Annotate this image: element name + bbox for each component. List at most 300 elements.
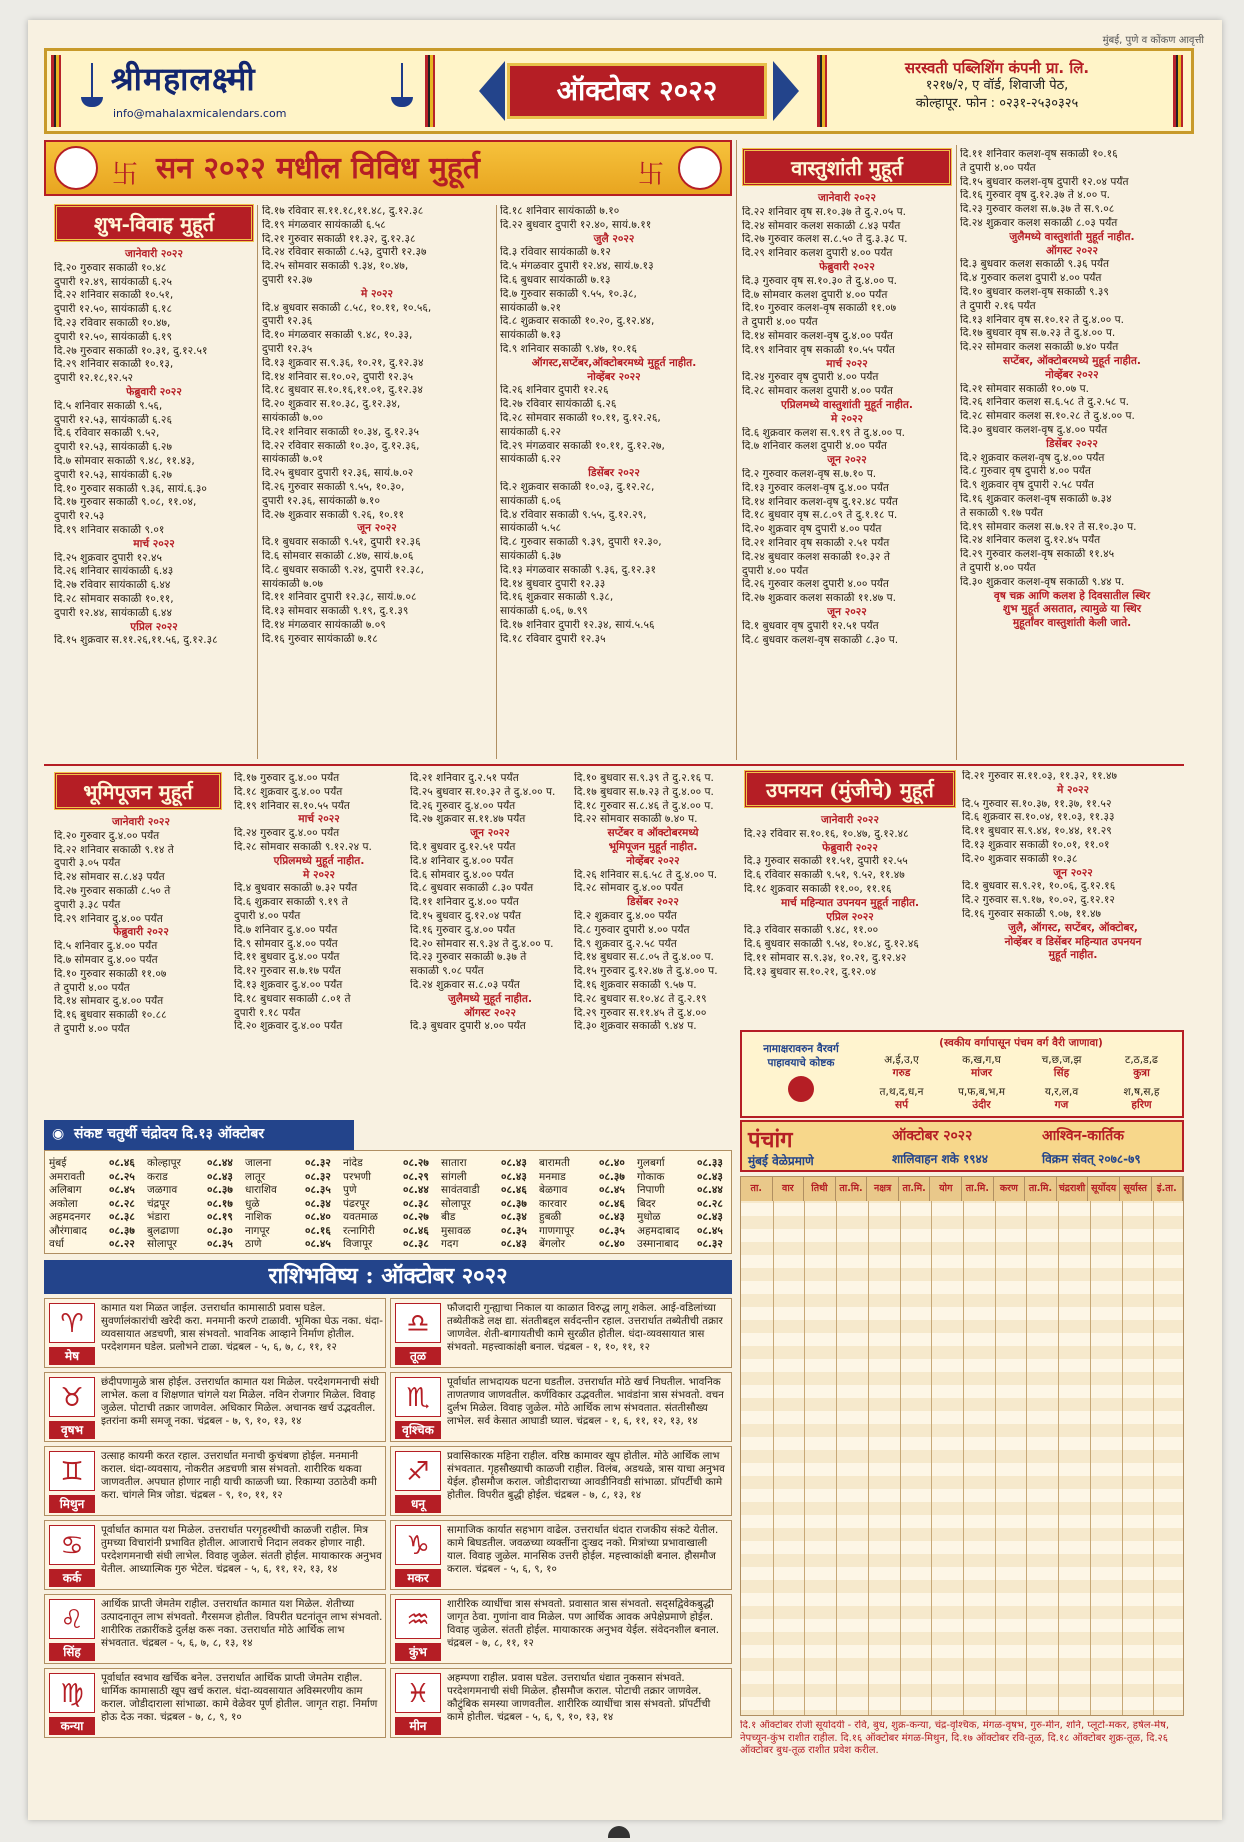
moonrise-city: गोकाक ०८.४३	[637, 1170, 723, 1183]
muhurt-line: दि.१५ बुधवार दु.१२.०४ पर्यंत	[410, 909, 521, 922]
muhurt-line: दुपारी ४.०० पर्यंत	[234, 909, 301, 922]
muhurt-line: दि.११ शनिवार कलश-वृष सकाळी १०.१६	[960, 148, 1118, 160]
panchang-column-header: योग	[930, 1177, 962, 1201]
muhurt-line: दि.८ गुरुवार दुपारी ४.०० पर्यंत	[574, 923, 690, 936]
panchang-hindu-month: आश्विन-कार्तिक	[1042, 1128, 1124, 1144]
muhurt-line: दि.१८ बुधवार स.१०.१६,११.०१, दु.१२.३४	[262, 384, 423, 397]
moonrise-city: नांदेड ०८.२७	[343, 1157, 429, 1169]
muhurt-line: दि.२४ रविवार सकाळी ८.५३, दुपारी १२.३७	[262, 246, 427, 259]
logo-text: श्रीमहालक्ष्मी	[111, 60, 256, 98]
muhurt-line: दि.२२ सोमवार कलश सकाळी ७.४० पर्यंत	[960, 341, 1119, 354]
rashi-prediction: सामाजिक कार्यात सहभाग वाढेल. उत्तरार्धात धंदात राजकीय संकटे येतील. कामे बिघडतील. जवळच्या व्यक्तींना दुःखद नको. मित्रांच्या प्रभावाखाली याल. विवाह जुळेल. मानसिक उत्तरी होईल. महत्त्वाकांक्षी बनाल. हौसमौज कराल. चंद्रबल - ५, ६, ९, १०	[447, 1524, 719, 1575]
rashi-name: मीन	[395, 1717, 441, 1735]
muhurt-line: दि.२३ गुरुवार कलश स.७.३७ ते स.९.०८	[960, 203, 1115, 216]
swastik-icon: 卐	[112, 160, 139, 190]
muhurt-line: दि.८ बुधवार सकाळी ८.३० पर्यंत	[410, 882, 534, 895]
muhurt-line: दि.१३ मंगळवार सकाळी ९.३६, दु.१२.३१	[500, 563, 657, 576]
muhurt-line: दि.१० बुधवार स.९.३९ ते दु.२.१६ प.	[574, 772, 714, 784]
muhurt-line: दि.३० बुधवार कलश-वृष दु.४.०० पर्यंत	[960, 423, 1108, 436]
muhurt-line: दि.२२ सोमवार सकाळी ७.४० प.	[574, 813, 698, 826]
muhurt-line: दि.२२ शनिवार वृष स.१०.३७ ते दु.२.०५ प.	[742, 205, 907, 218]
moonrise-city: गाणगापूर ०८.३५	[539, 1224, 625, 1237]
muhurt-line: ते दुपारी ४.०० पर्यंत	[54, 1022, 130, 1035]
muhurt-line: दि.८ बुधवार कलश-वृष सकाळी ८.३० प.	[742, 633, 899, 646]
vairvarga-cell: च,छ,ज,झ सिंह	[1041, 1054, 1082, 1079]
muhurt-line: दि.४ शनिवार दु.४.०० पर्यंत	[410, 854, 514, 867]
upanayan-column-2	[962, 770, 1184, 963]
month-heading: जून २०२२	[470, 827, 510, 840]
muhurt-line: दि.१४ सोमवार दु.४.०० पर्यंत	[54, 995, 164, 1008]
muhurt-line: दि.८ बुधवार सकाळी ९.२४, दुपारी १२.३८,	[262, 563, 424, 576]
rashi-name: वृषभ	[49, 1421, 95, 1439]
moonrise-city: अकोला ०८.२८	[49, 1197, 135, 1210]
moonrise-city: ठाणे ०८.४५	[245, 1238, 331, 1250]
muhurt-line: दि.२९ गुरुवार कलश-वृष सकाळी ११.४५	[960, 548, 1115, 561]
muhurt-line: दि.२१ शनिवार दु.२.५१ पर्यंत	[410, 772, 519, 784]
muhurt-line: दि.१७ रविवार स.११.१८,११.४८, दु.१२.३८	[262, 205, 424, 217]
muhurt-line: दि.२१ शनिवार सकाळी १०.३४, दु.१२.३५	[262, 425, 420, 438]
deity-icon	[678, 146, 722, 190]
note-text: नोव्हेंबर व डिसेंबर महिन्यात उपनयन	[1004, 935, 1142, 948]
bhumi-column-2	[234, 772, 404, 1034]
month-heading: जून २०२२	[357, 522, 397, 535]
muhurt-line: दि.११ बुधवार स.९.४४, १०.४४, ११.२९	[962, 825, 1112, 838]
rashi-name: मिथुन	[49, 1495, 95, 1513]
rashi-card	[390, 1372, 732, 1442]
muhurt-line: दि.२७ शुक्रवार कलश सकाळी ११.४७ प.	[742, 592, 897, 605]
muhurt-line: दि.५ शनिवार सकाळी ९.५६,	[54, 399, 163, 412]
moonrise-city: हुबळी ०८.४३	[539, 1211, 625, 1223]
rashi-name: कन्या	[49, 1717, 95, 1735]
zodiac-icon: ♌	[49, 1599, 95, 1639]
moonrise-city: चंद्रपूर ०८.१७	[147, 1197, 233, 1210]
upanayan-heading: उपनयन (मुंजीचे) मुहूर्त	[744, 770, 956, 808]
month-heading: मे २०२२	[1056, 783, 1090, 796]
muhurt-line: सायंकाळी ७.०७	[262, 577, 323, 590]
vastu-column-2	[960, 148, 1184, 631]
muhurt-line: दि.१९ शनिवार सकाळी ९.०१	[54, 523, 165, 536]
moonrise-city: नाशिक ०८.४०	[245, 1211, 331, 1223]
muhurt-line: दि.२८ सोमवार दु.४.०० पर्यंत	[574, 882, 684, 895]
muhurt-line: दि.५ शनिवार दु.४.०० पर्यंत	[54, 940, 158, 953]
muhurt-line: दि.२९ शनिवार दु.४.०० पर्यंत	[54, 912, 163, 925]
muhurt-line: दि.२९ शनिवार सकाळी १०.१३,	[54, 358, 174, 371]
rashi-prediction: फौजदारी गुन्ह्याचा निकाल या काळात विरुद्ध लागू शकेल. आई-वडिलांच्या तब्येतीकडे लक्ष द्या. संततीबद्दल सर्वदन्तीन रहाल. उत्तरार्धात तब्येतीची तक्रार जाणवेल. शेती-बागायतीची कामे सुरळीत होतील. धंदा-व्यवसायात त्रास संभवतो. महत्त्वाकांक्षी बनाल. चंद्रबल - १, १०, ११, १२	[447, 1302, 723, 1353]
rashi-prediction: छंदीपणामुळे त्रास होईल. उत्तरार्धात कामात यश मिळेल. परदेशगमनाची संधी लाभेल. कला व शिक्षणात चांगले यश मिळेल. नविन रोजगार मिळेल. विवाह जुळेल. पोटाची तक्रार जाणवेल. अधिकार मिळेल. अचानक खर्च उद्भवतील. इतरांना कमी समजू नका. चंद्रबल - ७, ९, १०, १३, १४	[101, 1376, 379, 1427]
muhurt-line: ते सकाळी ९.१७ पर्यंत	[960, 506, 1044, 519]
muhurt-line: सायंकाळी ७.०१	[262, 453, 323, 466]
muhurt-line: दि.२ शुक्रवार सकाळी १०.०३, दु.१२.२८,	[500, 480, 655, 493]
note-text: सप्टेंबर, ऑक्टोबरमध्ये मुहूर्त नाहीत.	[1003, 354, 1141, 367]
note-text: मुहूर्त नाहीत.	[1048, 949, 1098, 962]
muhurt-line: दि.१८ गुरुवार स.८.४६ ते दु.४.०० प.	[574, 799, 714, 812]
panchang-column-header: तिथी	[804, 1177, 836, 1201]
zodiac-icon: ♒	[395, 1599, 441, 1639]
muhurt-line: दि.१३ गुरुवार कलश-वृष दु.४.०० पर्यंत	[742, 481, 889, 494]
muhurt-line: दि.२२ शनिवार सकाळी १०.५१,	[54, 289, 174, 302]
rashi-card	[44, 1446, 386, 1516]
muhurt-line: दि.२८ सोमवार सकाळी ९.१२.२४ प.	[234, 840, 372, 853]
main-title: सन २०२२ मधील विविध मुहूर्त	[156, 151, 480, 186]
panchang-column-header: इं.ता.	[1152, 1177, 1184, 1201]
muhurt-line: दि.१८ शुक्रवार सकाळी ११.००, ११.१६	[744, 882, 892, 895]
muhurt-line: दि.३० शुक्रवार सकाळी ९.४४ प.	[574, 1020, 697, 1033]
lamp-icon	[389, 63, 415, 107]
muhurt-line: दि.२७ शुक्रवार स.११.४७ पर्यंत	[410, 813, 526, 826]
muhurt-line: दि.३ रविवार सकाळी ९.४८, ११.००	[744, 924, 879, 937]
muhurt-line: दि.६ रविवार सकाळी ९.५१, ९.५२, ११.४७	[744, 869, 905, 882]
moonrise-city: अलिबाग ०८.४५	[49, 1184, 135, 1196]
moonrise-city: बारामती ०८.४०	[539, 1157, 625, 1169]
zodiac-icon: ♈	[49, 1303, 95, 1343]
panchang-column-header: ता.मि.	[1025, 1177, 1057, 1201]
month-heading: नोव्हेंबर २०२२	[587, 370, 641, 383]
month-heading: डिसेंबर २०२२	[627, 896, 679, 909]
rashi-prediction: पूर्वार्धात स्वभाव खर्चिक बनेल. उत्तरार्धात आर्थिक प्राप्ती जेमतेम राहील. धार्मिक कामासाठी खूप खर्च कराल. धंदा-व्यवसायात अविस्मरणीय काम कराल. जोडीदाराला सांभाळा. कामे वेळेवर पूर्ण होतील. जागृत राहा. निर्माण होऊ देऊ नका. चंद्रबल - ७, ८, ९, १०	[101, 1672, 378, 1723]
moonrise-city: यवतमाळ ०८.२७	[343, 1211, 429, 1223]
muhurt-line: दि.२१ शनिवार वृष सकाळी २.५१ पर्यंत	[742, 536, 890, 549]
muhurt-line: दि.२ शुक्रवार कलश-वृष दु.४.०० पर्यंत	[960, 451, 1105, 464]
muhurt-line: दि.९ सोमवार दु.४.०० पर्यंत	[234, 937, 338, 950]
muhurt-line: दि.१८ शनिवार सायंकाळी ७.१०	[500, 205, 620, 217]
muhurt-line: दि.३० शुक्रवार कलश-वृष सकाळी ९.४४ प.	[960, 575, 1125, 588]
note-text: जुलैमध्ये वास्तुशांती मुहूर्त नाहीत.	[1009, 230, 1135, 243]
muhurt-line: दि.१७ बुधवार वृष स.७.२३ ते दु.४.०० प.	[960, 327, 1116, 340]
moonrise-city: गुलबर्गा ०८.३३	[637, 1157, 723, 1169]
panchang-column-headers	[741, 1177, 1183, 1201]
vairvarga-cell: क,ख,ग,घ मांजर	[962, 1054, 1001, 1079]
muhurt-line: दि.६ बुधवार सकाळी ९.५४, १०.४८, दु.१२.४६	[744, 938, 919, 951]
muhurt-line: सायंकाळी ६.३७	[500, 549, 561, 562]
moonrise-city: निपाणी ०८.४४	[637, 1184, 723, 1196]
rashi-name: तूळ	[395, 1347, 441, 1365]
muhurt-line: दि.१६ गुरुवार सकाळी ९.०७, ११.४७	[962, 907, 1101, 920]
muhurt-line: दि.५ मंगळवार दुपारी १२.४४, सायं.७.१३	[500, 260, 654, 273]
muhurt-line: दि.२१ गुरुवार सकाळी ११.३२, दु.१२.३८	[262, 232, 416, 245]
muhurt-line: दि.१९ शनिवार स.१०.५५ पर्यंत	[234, 799, 350, 812]
muhurt-line: दि.१ बुधवार दु.१२.५१ पर्यंत	[410, 840, 516, 853]
month-heading: मार्च २०२२	[826, 357, 868, 370]
muhurt-line: दि.२ शुक्रवार दु.४.०० पर्यंत	[574, 909, 677, 922]
zodiac-icon: ♍	[49, 1673, 95, 1713]
muhurt-line: दि.३ गुरुवार सकाळी ११.५१, दुपारी १२.५५	[744, 855, 908, 868]
muhurt-line: दि.२६ शनिवार सायंकाळी ६.४३	[54, 565, 174, 578]
muhurt-line: दुपारी ४.०० पर्यंत	[742, 564, 809, 577]
month-heading: जानेवारी २०२२	[818, 192, 876, 204]
muhurt-line: दि.१० गुरुवार कलश-वृष सकाळी ११.०७	[742, 302, 897, 315]
swastik-icon: 卐	[638, 160, 665, 190]
month-title: ऑक्टोबर २०२२	[507, 63, 767, 119]
muhurt-line: दि.१३ शुक्रवार स.९.३६, १०.२१, दु.१२.३४	[262, 356, 424, 369]
muhurt-line: दुपारी ३.०५ पर्यंत	[54, 857, 121, 870]
muhurt-line: दि.१० मंगळवार सकाळी ९.४८, १०.३३,	[262, 329, 413, 342]
muhurt-line: सायंकाळी ५.५८	[500, 522, 561, 535]
zodiac-icon: ♑	[395, 1525, 441, 1565]
moonrise-city: पुणे ०८.४४	[343, 1184, 429, 1196]
moonrise-city: सांगली ०८.४३	[441, 1170, 527, 1183]
muhurt-line: दि.२१ गुरुवार स.११.०३, ११.३२, ११.४७	[962, 770, 1117, 782]
lamp-icon	[79, 63, 105, 107]
note-text: एप्रिलमध्ये मुहूर्त नाहीत.	[273, 854, 365, 867]
vastu-heading: वास्तुशांती मुहूर्त	[742, 148, 952, 186]
muhurt-line: दुपारी १२.५०, सायंकाळी ६.१९	[54, 330, 172, 343]
muhurt-line: दि.१६ गुरुवार सायंकाळी ७.१८	[262, 632, 378, 645]
moonrise-city: धुळे ०८.३४	[245, 1197, 331, 1210]
moonrise-city: अहमदाबाद ०८.४५	[637, 1224, 723, 1237]
muhurt-line: दि.२२ बुधवार दुपारी १२.४०, सायं.७.११	[500, 218, 652, 231]
vairvarga-cell: प,फ,ब,भ,म उंदीर	[957, 1086, 1006, 1111]
month-heading: मे २०२२	[360, 287, 394, 300]
rashi-prediction: शारीरिक व्याधींचा त्रास संभवतो. प्रवासात त्रास संभवतो. सद्सद्विवेकबुद्धी जागृत ठेवा. गुणांना वाव मिळेल. पण आर्थिक आवक अपेक्षेप्रमाणे होईल. विवाह जुळेल. संतती होईल. मायाकारक अनुभव येईल. संवेदनशील बनाल. चंद्रबल - ७, ८, ११, १२	[447, 1598, 719, 1649]
bhumi-column-1	[54, 816, 228, 1037]
panchang-place: मुंबई वेळेप्रमाणे	[748, 1154, 814, 1168]
month-heading: एप्रिल २०२२	[130, 620, 178, 633]
muhurt-line: दि.११ शनिवार दुपारी १२.३८, सायं.७.०८	[262, 591, 417, 604]
muhurt-line: दि.१७ बुधवार स.७.२३ ते दु.४.०० प.	[574, 785, 714, 798]
note-text: सप्टेंबर व ऑक्टोबरमध्ये	[607, 827, 699, 840]
muhurt-line: दि.११ सोमवार स.९.३४, १०.२१, दु.१२.४२	[744, 951, 907, 964]
muhurt-line: दि.१६ बुधवार सकाळी १०.८८	[54, 1009, 167, 1022]
muhurt-line: दि.१७ शनिवार दुपारी १२.३४, सायं.५.५६	[500, 618, 655, 631]
vairvarga-caption: (स्वकीय वर्गापासून पंचम वर्ग वैरी जाणावा)	[939, 1037, 1103, 1049]
muhurt-line: ते दुपारी २.१६ पर्यंत	[960, 299, 1036, 312]
month-heading: मे २०२२	[302, 868, 336, 881]
brand-logo	[71, 55, 431, 127]
month-heading: फेब्रुवारी २०२२	[126, 385, 182, 398]
vairvarga-label: नामाक्षरावरुन वैरवर्ग पाहावयाचे कोष्टक	[746, 1042, 856, 1102]
muhurt-line: दि.५ गुरुवार स.१०.३७, ११.३७, ११.५२	[962, 797, 1112, 810]
muhurt-line: दि.१ बुधवार वृष दुपारी १२.५१ पर्यंत	[742, 619, 879, 632]
month-heading: फेब्रुवारी २०२२	[819, 260, 875, 273]
muhurt-line: दि.१४ शनिवार कलश-वृष दु.१२.४८ पर्यंत	[742, 495, 898, 508]
muhurt-line: दि.६ रविवार सकाळी ९.५२,	[54, 427, 160, 440]
moonrise-city: बेळगाव ०८.४५	[539, 1184, 625, 1196]
muhurt-line: दि.३ गुरुवार वृष स.१०.३० ते दु.४.०० प.	[742, 274, 897, 287]
muhurt-line: दि.२५ सोमवार सकाळी ९.३४, १०.४७,	[262, 260, 409, 273]
muhurt-line: दि.१६ शुक्रवार सकाळी ९.५७ प.	[574, 978, 697, 991]
muhurt-line: दि.२४ बुधवार कलश सकाळी १०.३२ ते	[742, 550, 890, 563]
moonrise-city: जालना ०८.३२	[245, 1157, 331, 1169]
panchang-shaka: शालिवाहन शके १९४४	[892, 1152, 989, 1166]
muhurt-line: दि.७ शनिवार दु.४.०० पर्यंत	[234, 923, 338, 936]
bhumi-heading: भूमिपूजन मुहूर्त	[54, 772, 222, 810]
moonrise-city: मुंबई ०८.४६	[49, 1157, 135, 1169]
panchang-column-header: ता.मि.	[836, 1177, 868, 1201]
muhurt-line: सायंकाळी ६.२२	[500, 453, 561, 466]
muhurt-line: दि.७ शनिवार कलश दुपारी ४.०० पर्यंत	[742, 440, 887, 453]
muhurt-line: दि.४ बुधवार सकाळी ८.५८, १०.११, १०.५६,	[262, 301, 432, 314]
zodiac-icon: ♎	[395, 1303, 441, 1343]
rashi-name: कुंभ	[395, 1643, 441, 1661]
rashi-card	[44, 1594, 386, 1664]
vivah-heading: शुभ-विवाह मुहूर्त	[54, 204, 254, 242]
muhurt-line: दि.८ गुरुवार सकाळी ९.३९, दुपारी १२.३०,	[500, 536, 662, 549]
muhurt-line: दुपारी १२.५३, सायंकाळी ६.२७	[54, 468, 172, 481]
vairvarga-cell: य,र,ल,व गज	[1044, 1086, 1079, 1111]
muhurt-line: दि.१० गुरुवार सकाळी ११.०७	[54, 967, 167, 980]
month-heading: ऑगस्ट २०२२	[1046, 244, 1098, 257]
muhurt-line: सायंकाळी ६.२२	[500, 425, 561, 438]
muhurt-line: दि.३ बुधवार दुपारी ४.०० पर्यंत	[410, 1020, 526, 1033]
month-heading: जुलै २०२२	[593, 232, 635, 245]
muhurt-line: दि.२७ रविवार सायंकाळी ६.४४	[54, 579, 171, 592]
muhurt-line: दि.१४ शनिवार स.१०.०२, दुपारी १२.३५	[262, 370, 414, 383]
muhurt-line: सायंकाळी ७.१३	[500, 329, 561, 342]
zodiac-icon: ♉	[49, 1377, 95, 1417]
muhurt-line: दि.३ बुधवार कलश सकाळी ९.३६ पर्यंत	[960, 258, 1110, 271]
rashi-prediction: पूर्वार्धात कामात यश मिळेल. उत्तरार्धात परगृहस्थीची काळजी राहील. मित्र तुमच्या विचारांनी प्रभावित होतील. आजाराचे निदान लवकर होणार नाही. परदेशगमनाची संधी लाभेल. विवाह जुळेल. संतती होईल. मायाकारक अनुभव येतील. आध्यात्मिक गुरु भेटेल. चंद्रबल - ५, ६, ११, १२, १३, १४	[101, 1524, 382, 1575]
rashi-prediction: अहम्पणा राहील. प्रवास घडेल. उत्तरार्धात धंद्यात नुकसान संभवते. परदेशगमनाची संधी मिळेल. हौसमौज कराल. पोटाची तक्रार जाणवेल. कौटुंबिक समस्या जाणवतील. शारीरिक व्याधींचा त्रास संभवतो. प्रॉपर्टीची कामे होतील. चंद्रबल - ५, ६, ९, १०, १३, १४	[447, 1672, 711, 1723]
muhurt-line: दि.११ शनिवार दु.४.०० पर्यंत	[410, 896, 519, 909]
rashi-prediction: कामात यश मिळत जाईल. उत्तरार्धात कामासाठी प्रवास घडेल. सुवर्णालंकारांची खरेदी करा. मनमानी करणे टाळावी. भूमिका घेऊ नका. धंदा-व्यवसायात अडचणी, त्रास संभवतो. भावनिक आव्हाने निर्माण होतील. परदेशगमन घडेल. प्रलोभने टाळा. चंद्रबल - ५, ६, ७, ८, ११, १२	[101, 1302, 383, 1353]
muhurt-line: दि.२० सोमवार स.९.३४ ते दु.४.०० प.	[410, 937, 554, 950]
muhurt-line: दि.१६ शुक्रवार सकाळी ९.३८,	[500, 591, 614, 604]
edition-label: मुंबई, पुणे व कोंकण आवृत्ती	[1102, 35, 1204, 46]
muhurt-line: दि.२ गुरुवार कलश-वृष स.७.१० प.	[742, 467, 877, 480]
moonrise-city: मनमाड ०८.३७	[539, 1170, 625, 1183]
rashi-card	[390, 1298, 732, 1368]
muhurt-line: दि.८ गुरुवार वृष दुपारी ४.०० पर्यंत	[960, 465, 1091, 478]
moonrise-city: कारवार ०८.४६	[539, 1197, 625, 1210]
rashi-card	[44, 1668, 386, 1738]
note-text: मुहूर्तांवर वास्तुशांती केली जाते.	[1012, 617, 1132, 630]
muhurt-line: दि.१६ गुरुवार वृष दु.१२.३७ ते ४.०० प.	[960, 189, 1110, 202]
moonrise-city: मुधोळ ०८.४३	[637, 1211, 723, 1223]
muhurt-line: दुपारी १२.४४, सायंकाळी ६.४४	[54, 606, 172, 619]
vairvarga-table	[740, 1030, 1184, 1118]
muhurt-line: दि.१ बुधवार सकाळी ९.५१, दुपारी १२.३६	[262, 536, 421, 549]
rashi-card	[390, 1594, 732, 1664]
muhurt-line: सायंकाळी ७.२१	[500, 301, 561, 314]
month-heading: एप्रिल २०२२	[826, 910, 874, 923]
muhurt-line: दि.१६ शुक्रवार कलश-वृष सकाळी ७.३४	[960, 492, 1112, 505]
upanayan-column-1	[744, 814, 956, 980]
panchang-column-header: सूर्योदय	[1088, 1177, 1120, 1201]
vairvarga-cell: अ,ई,उ,ए गरुड	[884, 1054, 919, 1079]
muhurt-line: दि.२५ शुक्रवार दुपारी १२.४५	[54, 551, 163, 564]
panchang-column-header: करण	[994, 1177, 1026, 1201]
muhurt-line: दुपारी १२.५३	[54, 510, 105, 523]
muhurt-line: दि.६ बुधवार सायंकाळी ७.१३	[500, 273, 611, 286]
vairvarga-cell: श,ष,स,ह हरिण	[1123, 1086, 1160, 1111]
muhurt-line: दि.१३ शुक्रवार दु.४.०० पर्यंत	[234, 978, 343, 991]
note-text: वृष चक्र आणि कलश हे दिवसातील स्थिर	[993, 589, 1151, 602]
panchang-title: पंचांग	[748, 1127, 793, 1153]
muhurt-line: दि.१३ शुक्रवार सकाळी १०.०१, ११.०१	[962, 838, 1110, 851]
muhurt-line: दुपारी १२.५३, सायंकाळी ६.२६	[54, 413, 172, 426]
moonrise-city: वर्धा ०८.२२	[49, 1238, 135, 1250]
muhurt-line: दि.२१ सोमवार सकाळी १०.०७ प.	[960, 382, 1090, 395]
muhurt-line: दि.२७ गुरुवार सकाळी १०.३१, दु.१२.५१	[54, 344, 208, 357]
muhurt-line: सायंकाळी ६.०६	[500, 494, 561, 507]
month-heading: मार्च २०२२	[298, 813, 340, 826]
muhurt-line: सकाळी ९.०८ पर्यंत	[410, 965, 484, 978]
zodiac-icon: ♋	[49, 1525, 95, 1565]
muhurt-line: दि.१५ गुरुवार दु.१२.४७ ते दु.४.०० प.	[574, 965, 718, 978]
main-title-banner	[44, 140, 732, 196]
muhurt-line: दि.२९ शनिवार कलश दुपारी ४.०० पर्यंत	[742, 247, 893, 260]
moonrise-city: रत्नागिरी ०८.४६	[343, 1224, 429, 1237]
vivah-column-1	[54, 248, 254, 648]
rashi-card	[44, 1298, 386, 1368]
month-heading: डिसेंबर २०२२	[588, 467, 640, 480]
muhurt-line: दि.९ शुक्रवार दु.२.५८ पर्यंत	[574, 937, 677, 950]
month-heading: जून २०२२	[827, 454, 867, 467]
bhumi-column-4	[574, 772, 732, 1034]
muhurt-line: दि.१८ बुधवार वृष स.८.०९ ते दु.१.१८ प.	[742, 509, 898, 522]
muhurt-line: दि.६ सोमवार सकाळी ८.४७, सायं.७.०६	[262, 549, 414, 562]
month-heading: डिसेंबर २०२२	[1046, 437, 1098, 450]
vivah-column-3	[500, 205, 728, 647]
note-text: भूमिपूजन मुहूर्त नाहीत.	[608, 840, 698, 853]
hanging-hole	[608, 1826, 630, 1838]
moonrise-city: सोलापूर ०८.३५	[147, 1238, 233, 1250]
emblem-icon	[788, 1076, 814, 1102]
moonrise-city: भंडारा ०८.१९	[147, 1211, 233, 1223]
rashi-card	[390, 1520, 732, 1590]
muhurt-line: ते दुपारी ४.०० पर्यंत	[960, 161, 1036, 174]
muhurt-line: दि.१० बुधवार कलश-वृष सकाळी ९.३९	[960, 285, 1109, 298]
muhurt-line: ते दुपारी ४.०० पर्यंत	[54, 981, 130, 994]
moonrise-city: जळगाव ०८.३७	[147, 1184, 233, 1196]
moonrise-city: सावंतवाडी ०८.४६	[441, 1184, 527, 1196]
muhurt-line: दि.६ शुक्रवार स.१०.०४, ११.०३, ११.३३	[962, 811, 1115, 824]
month-heading: ऑगस्ट २०२२	[464, 1006, 516, 1019]
decorative-stripe	[1173, 55, 1183, 127]
rashi-prediction: प्रवासिकारक महिना राहील. वरिष्ठ कामावर खूप होतील. मोठे आर्थिक लाभ संभवतात. गृहसौख्याची काळजी राहील. विलंब, अडथळे, त्रास याचा अनुभव येईल. हौसमौज कराल. जोडीदाराच्या आवडीनिवडी सांभाळा. प्रॉपर्टीची कामे होतील. विपरीत बुद्धी होईल. चंद्रबल - ७, ८, १३, १४	[447, 1450, 725, 1501]
muhurt-line: दुपारी १२.५०, सायंकाळी ६.१८	[54, 303, 172, 316]
decorative-stripe	[51, 55, 61, 127]
panchang-column-header: वार	[773, 1177, 805, 1201]
panchang-column-header: ता.मि.	[962, 1177, 994, 1201]
muhurt-line: दुपारी १.१८ पर्यंत	[234, 1006, 301, 1019]
muhurt-line: दि.१३ शनिवार वृष स.१०.१२ ते दु.४.०० प.	[960, 313, 1125, 326]
rashi-name: धनू	[395, 1495, 441, 1513]
rashi-card	[390, 1668, 732, 1738]
month-heading: फेब्रुवारी २०२२	[113, 926, 169, 939]
muhurt-line: दि.२० गुरुवार सकाळी १०.४८	[54, 261, 167, 274]
moonrise-city: सोलापूर ०८.३७	[441, 1197, 527, 1210]
publisher-name: सरस्वती पब्लिशिंग कंपनी प्रा. लि.	[904, 59, 1090, 77]
muhurt-line: दि.२० शुक्रवार सकाळी १०.३८	[962, 852, 1078, 865]
muhurt-line: दि.१५ शुक्रवार स.११.२६,११.५६, दु.१२.३८	[54, 634, 218, 647]
month-heading: जानेवारी २०२२	[112, 816, 170, 828]
moonrise-city: पंढरपूर ०८.३८	[343, 1197, 429, 1210]
muhurt-line: दि.४ बुधवार सकाळी ७.३२ पर्यंत	[234, 882, 358, 895]
muhurt-line: दि.२० शुक्रवार दु.४.०० पर्यंत	[234, 1020, 343, 1033]
muhurt-line: सायंकाळी ७.००	[262, 411, 323, 424]
rashi-card	[44, 1372, 386, 1442]
rashi-card	[44, 1520, 386, 1590]
muhurt-line: सायंकाळी ६.०६, ७.९९	[500, 605, 588, 618]
month-heading: नोव्हेंबर २०२२	[1045, 368, 1099, 381]
muhurt-line: दि.७ सोमवार सकाळी ९.४८, ११.४३,	[54, 454, 195, 467]
muhurt-line: दि.२८ सोमवार सकाळी १०.११, दु.१२.२६,	[500, 411, 661, 424]
muhurt-line: दि.२८ बुधवार स.१०.४८ ते दु.२.१९	[574, 992, 707, 1005]
moonrise-city-grid	[44, 1150, 732, 1254]
vivah-column-2	[262, 205, 492, 647]
moonrise-city: बुलढाणा ०८.३०	[147, 1224, 233, 1237]
zodiac-icon: ♓	[395, 1673, 441, 1713]
rashi-name: सिंह	[49, 1643, 95, 1661]
vastu-column-1	[742, 192, 952, 647]
muhurt-line: दि.४ गुरुवार कलश दुपारी ४.०० पर्यंत	[960, 272, 1102, 285]
muhurt-line: दि.२८ सोमवार कलश दुपारी ४.०० पर्यंत	[742, 385, 893, 398]
muhurt-line: दि.२५ बुधवार स.१०.३२ ते दु.४.०० प.	[410, 785, 556, 798]
muhurt-line: दि.१४ बुधवार स.८.०५ ते दु.४.०० प.	[574, 951, 714, 964]
muhurt-line: दि.१२ गुरुवार स.७.१७ पर्यंत	[234, 965, 341, 978]
arrow-left-icon	[479, 61, 505, 121]
